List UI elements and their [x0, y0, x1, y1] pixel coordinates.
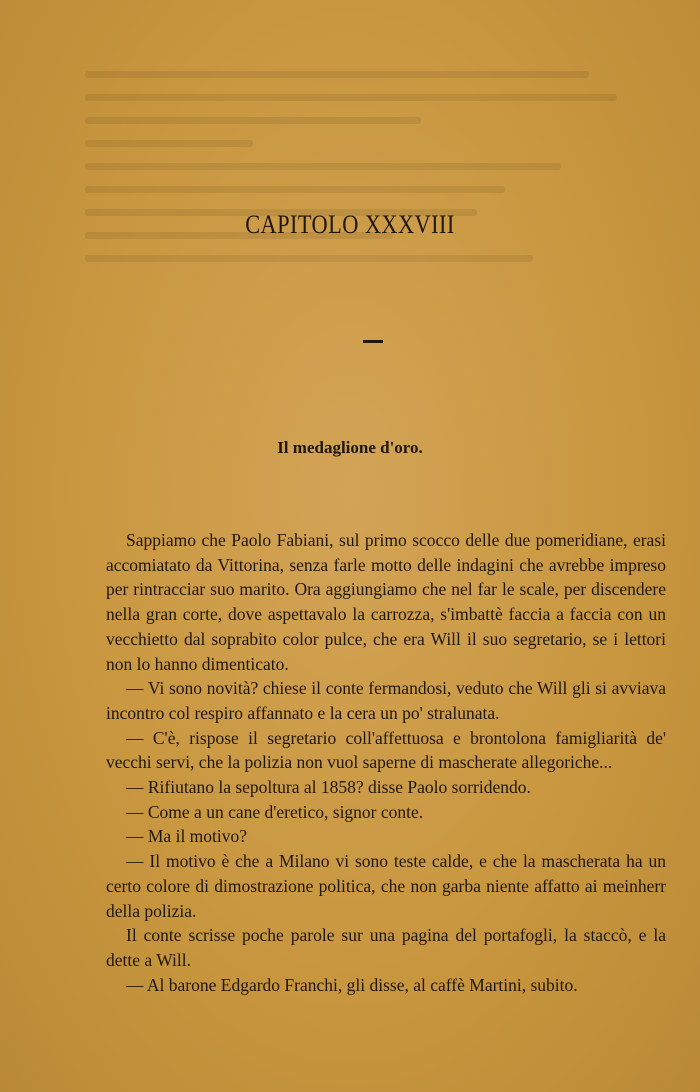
paragraph: — Rifiutano la sepoltura al 1858? disse Paolo sorridendo. [126, 777, 531, 798]
body-text [106, 528, 666, 997]
paragraph: Sappiamo che Paolo Fabiani, sul primo scocco delle due pomeridiane, erasi accomiatato da Vittorina, senza farle motto delle indagini che avrebbe impreso per rintracciar suo marito. Ora aggiungiamo che nel far le scale, per discendere nella gran corte, dove aspettavalo la carrozza, s'imbattè faccia a faccia con un vecchietto dal soprabito color pulce, che era Will il suo segretario, se i lettori non lo hanno dimenticato. [106, 530, 666, 674]
separator-rule [363, 340, 383, 343]
paragraph: — Il motivo è che a Milano vi sono teste calde, e che la mascherata ha un certo colore di dimostrazione politica, che non garba niente affatto ai meinherr della polizia. [106, 851, 666, 921]
paragraph: — C'è, rispose il segretario coll'affettuosa e brontolona famigliarità de' vecchi servi, che la polizia non vuol saperne di mascherate allegoriche... [106, 727, 666, 773]
chapter-subtitle: Il medaglione d'oro. [277, 438, 423, 457]
paragraph: — Vi sono novità? chiese il conte fermandosi, veduto che Will gli si avviava incontro col respiro affannato e la cera un po' stralunata. [106, 678, 666, 723]
paragraph: — Al barone Edgardo Franchi, gli disse, al caffè Martini, subito. [126, 974, 578, 995]
paragraph: — Ma il motivo? [126, 826, 248, 847]
chapter-title: CAPITOLO XXXVIII [245, 210, 455, 239]
paragraph: — Come a un cane d'eretico, signor conte. [126, 801, 424, 822]
paragraph: Il conte scrisse poche parole sur una pagina del portafogli, la staccò, e la dette a Will. [106, 925, 666, 970]
